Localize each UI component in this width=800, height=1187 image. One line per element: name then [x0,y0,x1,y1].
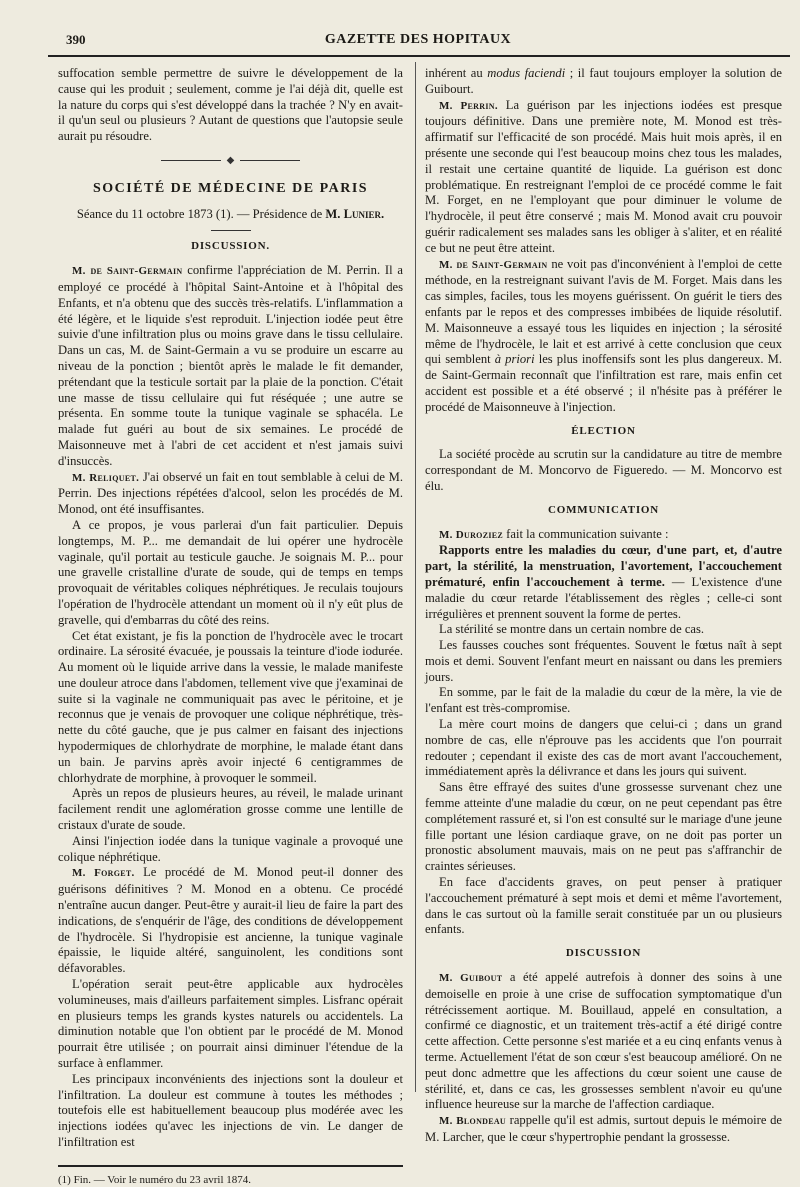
paragraph: M. Blondeau rappelle qu'il est admis, surtout depuis le mémoire de M. Larcher, que le cœur s'hypertrophie pendant la grossesse. [425,1113,782,1144]
paragraph: L'opération serait peut-être applicable aux hydrocèles volumineuses, mais d'ailleurs parfaitement simples. Lisfranc opérait en plusieurs temps les grands kystes naturels ou accidentels. La diminution notable que l'on obtient par le procédé de M. Monod pourrait être utilisée ; on pourrait ainsi diminuer l'étendue de la surface à enflammer. [58,977,403,1071]
right-column [425,66,782,1146]
president-name: M. Lunier. [325,206,385,221]
paragraph: La société procède au scrutin sur la candidature au titre de membre correspondant de M. Moncorvo de Figueredo. — M. Moncorvo est élu. [425,447,782,493]
communication-heading: COMMUNICATION [547,503,660,516]
paragraph: M. Perrin. La guérison par les injections iodées est presque toujours définitive. Dans une première note, M. Monod est très-affirmatif sur l'efficacité de son procédé. Mais huit mois après, il en présente une seconde qui l'est beaucoup moins chez tous les malades, il restait une certaine quantité de liquide. La guérison est donc problématique. En restreignant l'emploi de ce procédé comme le fait M. Forget, en ne l'employant que pour diminuer le volume de l'hydrocèle, il peut être conservé ; mais M. Monod avait cru pouvoir guérir radicalement ses malades sans les obliger à s'aliter, et en réalité ce but ne peut être atteint. [425,97,782,255]
communication-title: Rapports entre les maladies du cœur, d'une part, et, d'autre part, la stérilité, la menstruation, l'avortement, l'accouchement prématuré, enfin l'accouchement à terme. [425,543,782,589]
paragraph: M. Guibout a été appelé autrefois à donner des soins à une demoiselle en proie à une crise de suffocation symptomatique d'un rétrécissement aortique. M. Bouillaud, appelé en consultation, a confirmé ce diagnostic, et un traitement très-actif a été dirigé contre cette affection. Cette personne s'est mariée et a eu cinq enfants venus à terme. Actuellement l'état de son cœur s'est beaucoup amélioré. On ne peut donc admettre que les affections du cœur soient une cause de stérilité, et, dans ce cas, les grossesses semblent n'avoir eu qu'une influence heureuse sur la marche de l'affection cardiaque. [425,970,782,1112]
speaker-name: M. Reliquet. [72,471,140,484]
footnote-rule [58,1165,403,1167]
paragraph: Les fausses couches sont fréquentes. Souvent le fœtus naît à sept mois et demi. Souvent l'enfant meurt en naissant ou dans les premiers jours. [425,638,782,684]
election-heading: ÉLECTION [571,424,636,437]
paragraph: M. de Saint-Germain ne voit pas d'inconvénient à l'emploi de cette méthode, en la restreignant suivant l'avis de M. Forget. Mais dans les cas simples, faciles, tous les moyens guérissent. On guérit le tiers des enfants par le repos et des compresses imbibées de liquide résolutif. M. Maisonneuve a essayé tous les liquides en injection ; la sérosité même de l'hydrocèle, le lait et est arrivé à cette conclusion que ceux qui semblent à priori les plus inoffensifs sont les plus dangereux. M. de Saint-Germain reconnaît que l'infiltration est rare, mais enfin cet accident est possible et a été observé ; il n'hésite pas à préférer le procédé de Maisonneuve à l'injection. [425,256,782,414]
paragraph: Rapports entre les maladies du cœur, d'une part, et, d'autre part, la stérilité, la menstruation, l'avortement, l'accouchement prématuré, enfin l'accouchement à terme. — L'existence d'une maladie du cœur retarde l'établissement des règles ; celle-ci sont irrégulières et prennent souvent la forme de pertes. [425,543,782,621]
short-rule [211,230,251,231]
paragraph: Sans être effrayé des suites d'une grossesse survenant chez une femme atteinte d'une maladie du cœur, on ne peut cependant pas être complétement rassuré et, si l'on est consulté sur le mariage d'une jeune fille portant une lésion cardiaque grave, on ne doit pas porter un pronostic absolument mauvais, mais on ne peut pas s'affranchir de craintes sérieuses. [425,780,782,874]
speaker-name: M. de Saint-Germain [439,258,548,271]
intro-paragraph: suffocation semble permettre de suivre le développement de la cause qui les produit ; seulement, comme je l'ai déjà dit, quelle est la nature du corps qui s'est développé dans la trachée ? N'y en avait-il qu'un seul ou plusieurs ? Autant de questions que l'autopsie seule aurait pu résoudre. [58,66,403,144]
society-title: SOCIÉTÉ DE MÉDECINE DE PARIS [92,180,369,196]
paragraph: inhérent au modus faciendi ; il faut toujours employer la solution de Guibourt. [425,66,782,96]
page-number: 390 [66,32,86,47]
paragraph: M. Reliquet. J'ai observé un fait en tout semblable à celui de M. Perrin. Des injections répétées d'alcool, selon les procédés de M. Monod, ont été insuffisantes. [58,469,404,517]
seance-line [58,207,403,223]
paragraph: Ainsi l'injection iodée dans la tunique vaginale a provoqué une colique néphrétique. [58,833,403,864]
column-divider [415,62,416,1092]
paragraph: M. Forget. Le procédé de M. Monod peut-il donner des guérisons définitives ? M. Monod en a obtenu. Ce procédé n'entraîne aucun danger. Peut-être y aurait-il lieu de faire la part des indications, de s'enquérir de l'âge, des conditions de développement de l'hydrocèle. Si l'hydropisie est ancienne, la tunique vaginale épaissie, le liquide altéré, sanguinolent, les conditions sont défavorables. [58,865,404,976]
paragraph: Les principaux inconvénients des injections sont la douleur et l'infiltration. La douleur est commune à toutes les méthodes ; toutefois elle est habituellement beaucoup plus modérée avec les injections iodées qu'avec les injections de vin. Le danger de l'infiltration est [58,1071,403,1149]
left-column [58,66,403,1187]
speaker-name: M. Blondeau [439,1115,507,1128]
paragraph: A ce propos, je vous parlerai d'un fait particulier. Depuis longtemps, M. P... me demandait de lui opérer une hydrocèle vaginale, qu'il portait au testicule gauche. Je soignais M. P... pour une gravelle cristalline d'urate de soude, qui de temps en temps provoquait de véritables coliques néphrétiques. Je reculais toujours l'opération de l'hydrocèle attendant un moment où il n'y eût plus de gravelle, qui d'embarras du côté des reins. [58,517,403,627]
paragraph: Cet état existant, je fis la ponction de l'hydrocèle avec le trocart ordinaire. La sérosité évacuée, je poussais la teinture d'iode iodurée. Au moment où le liquide arrive dans la vessie, le malade manifeste une douleur atroce dans l'abdomen, tellement vive que j'examinai de suite si la vaginale ne communiquait pas avec le péritoine, et je reconnus que je venais de provoquer une colique néphrétique, très-nette du côté gauche, que je pus calmer en faisant des injections hypodermiques de chlorhydrate de morphine, le malade étant dans un bain. Je parvins après avoir injecté 6 centigrammes de chlorhydrate de morphine, à provoquer le sommeil. [58,628,403,785]
speaker-name: M. Perrin. [439,99,498,112]
speaker-name: M. Forget. [72,867,135,880]
speaker-name: M. Duroziez [439,528,504,541]
paragraph: M. de Saint-Germain confirme l'appréciation de M. Perrin. Il a employé ce procédé à l'hôpital Saint-Antoine et à l'hôpital des Enfants, et n'a obtenu que des succès très-relatifs. L'inflammation a été légère, et le liquide s'est reproduit. L'injection iodée peut être suivie d'une infiltration plus ou moins grave dans le tissu cellulaire. Dans un cas, M. de Saint-Germain a vu se produire un escarre au niveau de la ponction ; bientôt après le malade le fit demander, prétendant que la testicule sortait par la plaie de la ponction. C'était une masse de tissu cellulaire qui fut réséquée ; une autre se présenta. En somme toute la tunique vaginale se sphacéla. Le malade fut guéri au bout de six semaines. Le procédé de Maisonneuve met à l'abri de cet accident et n'est jamais suivi d'insuccès. [58,263,403,468]
paragraph: En somme, par le fait de la maladie du cœur de la mère, la vie de l'enfant est très-compromise. [425,685,782,716]
discussion-heading: DISCUSSION. [191,240,270,253]
journal-title: GAZETTE DES HOPITAUX [324,32,512,47]
section-ornament: ◆ [58,153,403,169]
discussion-heading: DISCUSSION [565,947,642,960]
speaker-name: M. de Saint-Germain [72,265,183,278]
speaker-name: M. Guibout [439,972,503,985]
page-header [48,32,788,56]
paragraph: M. Duroziez fait la communication suivante : [439,526,669,541]
paragraph: La mère court moins de dangers que celui-ci ; dans un grand nombre de cas, elle n'éprouve pas les accidents que l'on pourrait redouter ; cependant il existe des cas de mort avant l'accouchement, immédiatement après la délivrance et dans les jours qui suivent. [425,717,782,779]
paragraph: En face d'accidents graves, on peut penser à pratiquer l'accouchement prématuré à sept mois et demi et même l'avortement, dans le cas surtout où la famille serait constituée par un ou plusieurs enfants. [425,875,782,937]
header-rule [48,55,790,57]
paragraph: La stérilité se montre dans un certain nombre de cas. [439,622,705,637]
footnote: (1) Fin. — Voir le numéro du 23 avril 1874. [58,1173,251,1186]
paragraph: Après un repos de plusieurs heures, au réveil, le malade urinant facilement rendit une aglomération grosse comme une lentille de cristaux d'urate de soude. [58,786,403,833]
seance-text: Séance du 11 octobre 1873 (1). — Présidence de [76,206,323,221]
